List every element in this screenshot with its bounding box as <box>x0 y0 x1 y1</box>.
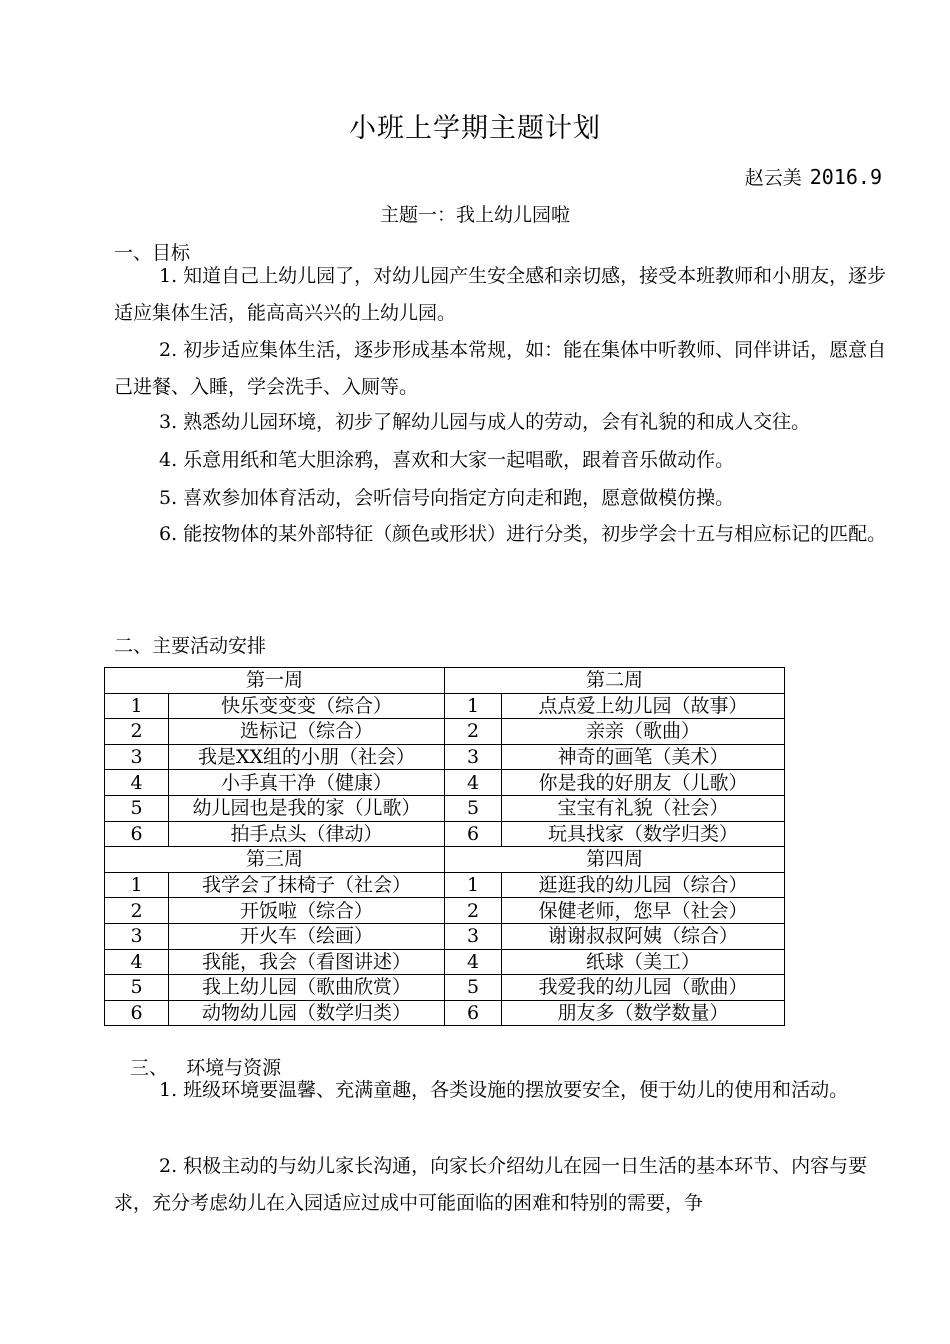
activity-name: 我上幼儿园（歌曲欣赏） <box>169 975 445 1001</box>
activity-number: 3 <box>445 744 502 770</box>
goal-item: 1. 知道自己上幼儿园了，对幼儿园产生安全感和亲切感，接受本班教师和小朋友，逐步适应集体生活，能高高兴兴的上幼儿园。 <box>114 265 887 324</box>
activity-name: 我学会了抹椅子（社会） <box>169 872 445 898</box>
table-row <box>105 898 785 924</box>
activity-number: 1 <box>105 693 169 719</box>
document-date: 2016.9 <box>809 165 882 189</box>
activity-name: 朋友多（数学数量） <box>502 1000 785 1026</box>
section-heading-environment: 三、 环境与资源 <box>130 1057 282 1079</box>
week-label: 第二周 <box>445 668 785 694</box>
week-header-row <box>105 847 785 873</box>
table-row <box>105 770 785 796</box>
activity-name: 宝宝有礼貌（社会） <box>502 795 785 821</box>
activity-number: 6 <box>445 821 502 847</box>
section-heading-activities: 二、主要活动安排 <box>114 635 267 657</box>
activity-number: 4 <box>105 949 169 975</box>
activity-number: 3 <box>105 923 169 949</box>
activity-number: 6 <box>105 1000 169 1026</box>
activity-name: 纸球（美工） <box>502 949 785 975</box>
week-label: 第四周 <box>445 847 785 873</box>
table-row <box>105 872 785 898</box>
week-header-row <box>105 668 785 694</box>
activity-name: 神奇的画笔（美术） <box>502 744 785 770</box>
table-row <box>105 693 785 719</box>
activity-name: 快乐变变变（综合） <box>169 693 445 719</box>
table-row <box>105 821 785 847</box>
activity-number: 5 <box>445 975 502 1001</box>
activity-name: 拍手点头（律动） <box>169 821 445 847</box>
activity-name: 开火车（绘画） <box>169 923 445 949</box>
activity-name: 小手真干净（健康） <box>169 770 445 796</box>
activity-number: 1 <box>105 872 169 898</box>
activity-name: 玩具找家（数学归类） <box>502 821 785 847</box>
activity-name: 动物幼儿园（数学归类） <box>169 1000 445 1026</box>
author-line <box>745 163 882 190</box>
activity-number: 5 <box>105 975 169 1001</box>
activity-number: 5 <box>105 795 169 821</box>
activity-number: 5 <box>445 795 502 821</box>
section-heading-goals: 一、目标 <box>114 242 191 264</box>
table-row <box>105 719 785 745</box>
activity-number: 2 <box>445 719 502 745</box>
activity-number: 3 <box>105 744 169 770</box>
goal-item: 3. 熟悉幼儿园环境，初步了解幼儿园与成人的劳动，会有礼貌的和成人交往。 <box>159 411 811 433</box>
author-name: 赵云美 <box>744 167 802 189</box>
activity-number: 2 <box>105 898 169 924</box>
activity-name: 逛逛我的幼儿园（综合） <box>502 872 785 898</box>
activity-name: 谢谢叔叔阿姨（综合） <box>502 923 785 949</box>
activity-name: 开饭啦（综合） <box>169 898 445 924</box>
activity-number: 6 <box>445 1000 502 1026</box>
goal-item: 2. 初步适应集体生活，逐步形成基本常规，如：能在集体中听教师、同伴讲话，愿意自己进餐、入睡，学会洗手、入厕等。 <box>114 339 887 398</box>
activity-name: 我是XX组的小朋（社会） <box>169 744 445 770</box>
activity-number: 2 <box>445 898 502 924</box>
table-row <box>105 795 785 821</box>
activity-name: 我爱我的幼儿园（歌曲） <box>502 975 785 1001</box>
activity-number: 1 <box>445 872 502 898</box>
activity-number: 6 <box>105 821 169 847</box>
week-label: 第三周 <box>105 847 445 873</box>
activity-number: 3 <box>445 923 502 949</box>
table-row <box>105 744 785 770</box>
activity-number: 4 <box>445 770 502 796</box>
activity-name: 幼儿园也是我的家（儿歌） <box>169 795 445 821</box>
goal-item: 5. 喜欢参加体育活动，会听信号向指定方向走和跑，愿意做模仿操。 <box>159 487 735 509</box>
activity-name: 点点爱上幼儿园（故事） <box>502 693 785 719</box>
table-row <box>105 923 785 949</box>
document-title: 小班上学期主题计划 <box>349 113 601 144</box>
environment-item: 2. 积极主动的与幼儿家长沟通，向家长介绍幼儿在园一日生活的基本环节、内容与要求，充分考虑幼儿在入园适应过成中可能面临的困难和特别的需要，争 <box>114 1155 868 1214</box>
activity-number: 1 <box>445 693 502 719</box>
activity-number: 4 <box>105 770 169 796</box>
activity-schedule-table <box>104 667 785 1026</box>
environment-item: 1. 班级环境要温馨、充满童趣，各类设施的摆放要安全，便于幼儿的使用和活动。 <box>159 1079 849 1101</box>
table-row <box>105 975 785 1001</box>
table-row <box>105 1000 785 1026</box>
activity-number: 4 <box>445 949 502 975</box>
goal-item: 4. 乐意用纸和笔大胆涂鸦，喜欢和大家一起唱歌，跟着音乐做动作。 <box>159 449 735 471</box>
activity-number: 2 <box>105 719 169 745</box>
activity-name: 亲亲（歌曲） <box>502 719 785 745</box>
activity-name: 选标记（综合） <box>169 719 445 745</box>
activity-name: 我能，我会（看图讲述） <box>169 949 445 975</box>
week-label: 第一周 <box>105 668 445 694</box>
activity-name: 你是我的好朋友（儿歌） <box>502 770 785 796</box>
activity-name: 保健老师，您早（社会） <box>502 898 785 924</box>
goal-item: 6. 能按物体的某外部特征（颜色或形状）进行分类，初步学会十五与相应标记的匹配。 <box>159 523 887 545</box>
table-row <box>105 949 785 975</box>
theme-heading: 主题一：我上幼儿园啦 <box>379 204 570 226</box>
